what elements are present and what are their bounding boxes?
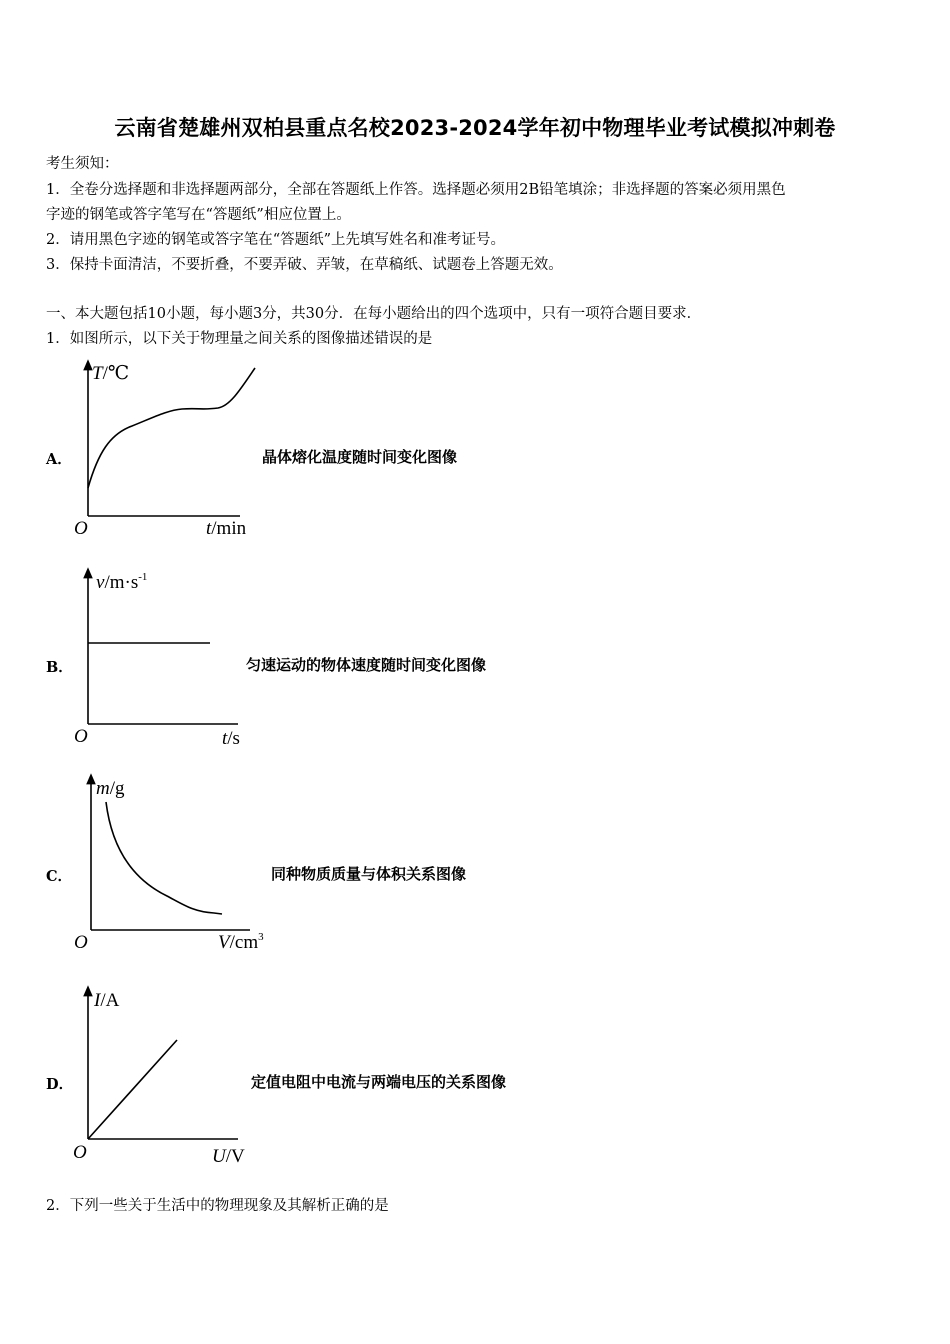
page-title: 云南省楚雄州双柏县重点名校2023-2024学年初中物理毕业考试模拟冲刺卷 [114,116,836,140]
question-1-stem: 1．如图所示，以下关于物理量之间关系的图像描述错误的是 [46,331,433,347]
notice-item-1-line-1: 1．全卷分选择题和非选择题两部分，全部在答题纸上作答。选择题必须用2B铅笔填涂；非选择题的答案必须用黑色 [46,182,786,198]
option-b-caption: 匀速运动的物体速度随时间变化图像 [246,656,487,674]
y-axis-label: m/g [96,778,125,799]
y-axis-label: I/A [94,990,120,1011]
option-a-letter: A． [46,451,72,468]
option-d-graph [70,984,270,1169]
notice-item-2: 2．请用黑色字迹的钢笔或答字笔在“答题纸”上先填写姓名和准考证号。 [46,232,506,248]
option-a-caption: 晶体熔化温度随时间变化图像 [262,448,458,466]
notice-item-3: 3．保持卡面清洁，不要折叠，不要弄破、弄皱，在草稿纸、试题卷上答题无效。 [46,257,563,273]
origin-label: O [73,1142,87,1163]
option-d-letter: D． [46,1076,74,1093]
origin-label: O [74,726,88,747]
origin-label: O [74,932,88,953]
section-1-heading: 一、本大题包括10小题，每小题3分，共30分．在每小题给出的四个选项中，只有一项符合题目要求． [46,306,702,322]
notice-item-1-line-2: 字迹的钢笔或答字笔写在“答题纸”相应位置上。 [46,207,351,223]
option-c-letter: C． [46,868,73,885]
x-axis-label: t/s [222,728,240,749]
x-axis-label: $V/cm^3$ [218,931,264,953]
option-c-caption: 同种物质质量与体积关系图像 [271,865,467,883]
inverse-curve [106,802,222,914]
option-b-letter: B． [46,659,73,676]
melting-curve [88,368,255,488]
x-axis-label: U/V [212,1146,245,1167]
option-d-caption: 定值电阻中电流与两端电压的关系图像 [251,1073,507,1091]
option-b-graph [70,566,270,751]
proportional-line [88,1040,177,1139]
notice-heading: 考生须知： [46,156,119,172]
option-a-graph [70,358,270,543]
origin-label: O [74,518,88,539]
y-axis-label: T/℃ [92,363,130,384]
option-c-graph [72,772,282,957]
y-axis-label: $v/m\cdot s^{-1}$ [96,571,148,593]
question-2-stem: 2．下列一些关于生活中的物理现象及其解析正确的是 [46,1198,389,1214]
x-axis-label: t/min [206,518,247,539]
